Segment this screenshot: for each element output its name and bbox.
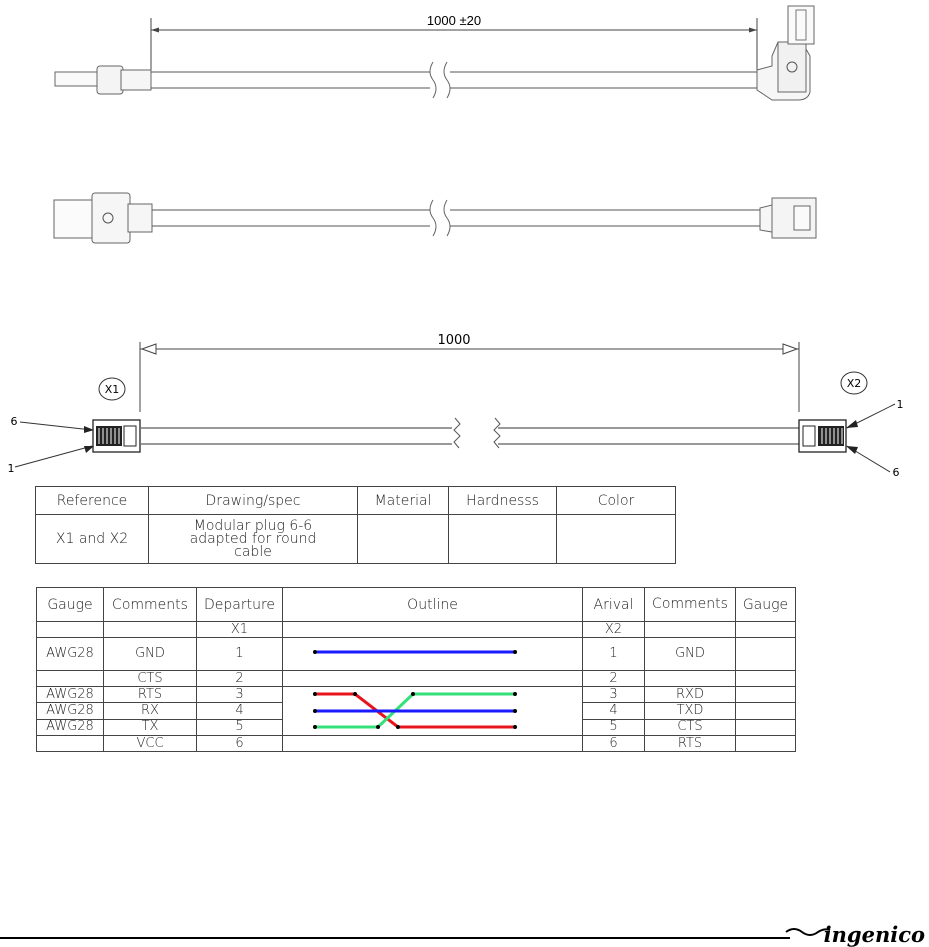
wire-header-outline: Outline xyxy=(283,588,583,622)
outline-cell xyxy=(283,638,583,671)
row-gauge: AWG28 xyxy=(37,638,104,671)
wiring-table xyxy=(36,587,796,752)
ref-cell-material xyxy=(358,515,449,564)
table-cell xyxy=(283,671,583,687)
row-gauge-2 xyxy=(736,719,796,735)
wire-header-arrival: Arival xyxy=(583,588,645,622)
ref-cell-drawing: Modular plug 6-6 adapted for round cable xyxy=(149,515,358,564)
row-arrival: 2 xyxy=(583,671,645,687)
row-comment: RTS xyxy=(104,687,197,703)
row-comment: CTS xyxy=(104,671,197,687)
crossover-outline-cell xyxy=(283,687,583,736)
table-cell xyxy=(37,622,104,638)
table-row xyxy=(37,687,796,703)
row-comment: GND xyxy=(104,638,197,671)
table-cell xyxy=(104,622,197,638)
row-gauge-2 xyxy=(736,736,796,752)
row-comment: VCC xyxy=(104,736,197,752)
row-departure: 5 xyxy=(197,719,283,735)
row-gauge xyxy=(37,736,104,752)
row-arrival: 1 xyxy=(583,638,645,671)
schematic-cable xyxy=(15,342,895,472)
ref-cell-hardness xyxy=(449,515,557,564)
row-comment: RX xyxy=(104,703,197,719)
row-comment-2 xyxy=(645,671,736,687)
schematic-length-dimension: 1000 xyxy=(437,333,471,348)
row-departure: 2 xyxy=(197,671,283,687)
ref-header-reference: Reference xyxy=(36,487,149,515)
row-comment-2: CTS xyxy=(645,719,736,735)
table-cell xyxy=(283,736,583,752)
row-arrival: 6 xyxy=(583,736,645,752)
row-comment-2: GND xyxy=(645,638,736,671)
ref-header-color: Color xyxy=(557,487,676,515)
row-gauge: AWG28 xyxy=(37,703,104,719)
row-comment-2: TXD xyxy=(645,703,736,719)
sub-departure-x1: X1 xyxy=(197,622,283,638)
left-pin-1-label: 1 xyxy=(7,462,15,475)
table-row xyxy=(37,638,796,671)
row-gauge-2 xyxy=(736,687,796,703)
table-row xyxy=(37,736,796,752)
row-arrival: 5 xyxy=(583,719,645,735)
ref-header-material: Material xyxy=(358,487,449,515)
ref-header-hardness: Hardnesss xyxy=(449,487,557,515)
right-pin-1-label: 1 xyxy=(896,398,904,411)
row-gauge xyxy=(37,671,104,687)
wire-header-gauge: Gauge xyxy=(37,588,104,622)
row-comment: TX xyxy=(104,719,197,735)
reference-table xyxy=(35,486,676,564)
wire-header-departure: Departure xyxy=(197,588,283,622)
row-gauge: AWG28 xyxy=(37,687,104,703)
row-departure: 6 xyxy=(197,736,283,752)
wire-header-comments-2: Comments xyxy=(645,588,736,622)
side-view-cable xyxy=(54,193,816,243)
wire-header-comments: Comments xyxy=(104,588,197,622)
row-departure: 3 xyxy=(197,687,283,703)
row-gauge-2 xyxy=(736,671,796,687)
ref-cell-color xyxy=(557,515,676,564)
left-pin-6-label: 6 xyxy=(10,415,18,428)
gnd-wire xyxy=(283,638,582,666)
brand-logo: ingenico xyxy=(823,922,925,947)
row-departure: 1 xyxy=(197,638,283,671)
row-departure: 4 xyxy=(197,703,283,719)
wire-header-gauge-2: Gauge xyxy=(736,588,796,622)
table-cell xyxy=(645,622,736,638)
row-gauge: AWG28 xyxy=(37,719,104,735)
table-row xyxy=(37,671,796,687)
connector-x2-label: X2 xyxy=(846,377,862,390)
row-arrival: 3 xyxy=(583,687,645,703)
row-comment-2: RXD xyxy=(645,687,736,703)
table-cell xyxy=(736,622,796,638)
ref-header-drawing: Drawing/spec xyxy=(149,487,358,515)
row-comment-2: RTS xyxy=(645,736,736,752)
row-gauge-2 xyxy=(736,703,796,719)
row-arrival: 4 xyxy=(583,703,645,719)
connector-x1-label: X1 xyxy=(104,383,120,396)
row-gauge-2 xyxy=(736,638,796,671)
top-length-dimension: 1000 ±20 xyxy=(426,13,482,28)
crossover-wires xyxy=(283,687,582,735)
table-cell xyxy=(283,622,583,638)
ref-cell-reference: X1 and X2 xyxy=(36,515,149,564)
sub-arrival-x2: X2 xyxy=(583,622,645,638)
right-pin-6-label: 6 xyxy=(892,466,900,479)
